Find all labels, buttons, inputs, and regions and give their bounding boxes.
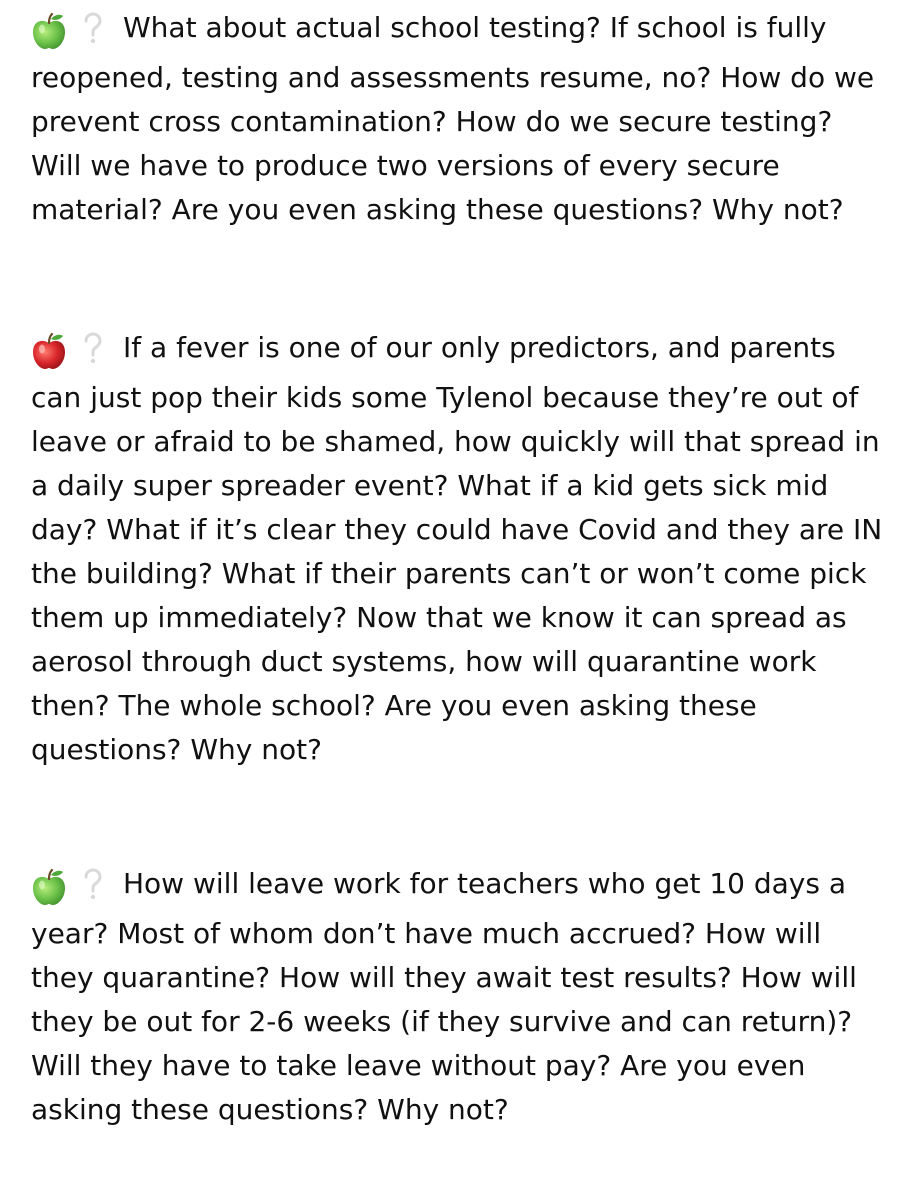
paragraph-leave bbox=[31, 862, 891, 1132]
red-apple-icon bbox=[31, 332, 67, 370]
emoji-group bbox=[31, 868, 103, 912]
question-mark-icon bbox=[81, 12, 103, 46]
paragraph-text: If a fever is one of our only predictors, and parents can just pop their kids some Tylenol because they’re out of leave or afraid to be shamed, how quickly will that spread in a daily super spreader event? What if a kid gets sick mid day? What if it’s clear they could have Covid and they are IN the building? What if their parents can’t or won’t come pick them up immediately? Now that we know it can spread as aerosol through duct systems, how will quarantine work then? The whole school? Are you even asking these questions? Why not? bbox=[31, 331, 883, 766]
question-mark-icon bbox=[81, 332, 103, 366]
emoji-group bbox=[31, 332, 103, 376]
green-apple-icon bbox=[31, 868, 67, 906]
question-mark-icon bbox=[81, 868, 103, 902]
paragraph-fever bbox=[31, 326, 891, 772]
emoji-group bbox=[31, 12, 103, 56]
green-apple-icon bbox=[31, 12, 67, 50]
paragraph-text: What about actual school testing? If school is fully reopened, testing and assessments resume, no? How do we prevent cross contamination? How do we secure testing? Will we have to produce two versions of every secure material? Are you even asking these questions? Why not? bbox=[31, 11, 875, 226]
paragraph-text: How will leave work for teachers who get 10 days a year? Most of whom don’t have much accrued? How will they quarantine? How will they await test results? How will they be out for 2-6 weeks (if they survive and can return)? Will they have to take leave without pay? Are you even asking these questions? Why not? bbox=[31, 867, 857, 1126]
paragraph-testing bbox=[31, 6, 891, 232]
